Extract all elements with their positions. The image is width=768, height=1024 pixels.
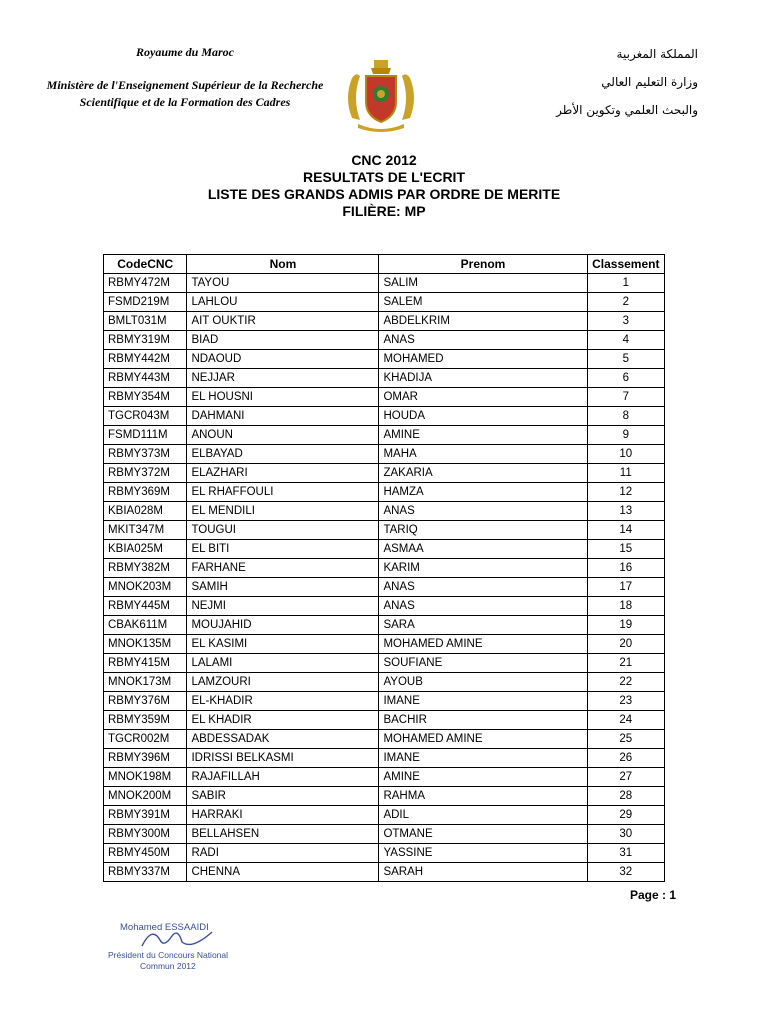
cell-nom: BIAD xyxy=(187,331,379,350)
table-row xyxy=(104,730,665,749)
table-row xyxy=(104,350,665,369)
cell-nom: ELBAYAD xyxy=(187,445,379,464)
cell-nom: BELLAHSEN xyxy=(187,825,379,844)
cell-nom: SABIR xyxy=(187,787,379,806)
table-row xyxy=(104,426,665,445)
cell-prenom: ANAS xyxy=(379,578,587,597)
signature-scribble xyxy=(142,932,212,946)
cell-classement: 12 xyxy=(587,483,664,502)
results-table-body xyxy=(104,274,665,882)
cell-prenom: IMANE xyxy=(379,749,587,768)
cell-prenom: YASSINE xyxy=(379,844,587,863)
cell-nom: EL KASIMI xyxy=(187,635,379,654)
cell-classement: 8 xyxy=(587,407,664,426)
cell-classement: 10 xyxy=(587,445,664,464)
cell-prenom: OTMANE xyxy=(379,825,587,844)
table-row xyxy=(104,521,665,540)
cell-prenom: HOUDA xyxy=(379,407,587,426)
cell-classement: 1 xyxy=(587,274,664,293)
cell-prenom: MAHA xyxy=(379,445,587,464)
table-row xyxy=(104,749,665,768)
cell-nom: LALAMI xyxy=(187,654,379,673)
cell-classement: 29 xyxy=(587,806,664,825)
cell-nom: EL KHADIR xyxy=(187,711,379,730)
cell-nom: TAYOU xyxy=(187,274,379,293)
cell-nom: HARRAKI xyxy=(187,806,379,825)
column-header-classement: Classement xyxy=(587,255,664,274)
table-row xyxy=(104,787,665,806)
table-row xyxy=(104,274,665,293)
cell-prenom: KHADIJA xyxy=(379,369,587,388)
cell-nom: CHENNA xyxy=(187,863,379,882)
cell-code: RBMY354M xyxy=(104,388,187,407)
cell-prenom: ASMAA xyxy=(379,540,587,559)
table-row xyxy=(104,825,665,844)
cell-prenom: ANAS xyxy=(379,502,587,521)
cell-nom: EL MENDILI xyxy=(187,502,379,521)
table-row xyxy=(104,692,665,711)
cell-code: RBMY359M xyxy=(104,711,187,730)
header-right-arabic xyxy=(438,40,698,124)
cell-classement: 14 xyxy=(587,521,664,540)
cell-prenom: SOUFIANE xyxy=(379,654,587,673)
table-row xyxy=(104,312,665,331)
cell-nom: EL BITI xyxy=(187,540,379,559)
cell-prenom: TARIQ xyxy=(379,521,587,540)
cell-code: KBIA028M xyxy=(104,502,187,521)
table-row xyxy=(104,654,665,673)
table-row xyxy=(104,806,665,825)
cell-nom: LAHLOU xyxy=(187,293,379,312)
signature-name: Mohamed ESSAAIDI xyxy=(120,922,209,933)
cell-nom: AIT OUKTIR xyxy=(187,312,379,331)
cell-nom: RAJAFILLAH xyxy=(187,768,379,787)
cell-classement: 6 xyxy=(587,369,664,388)
cell-classement: 16 xyxy=(587,559,664,578)
cell-classement: 32 xyxy=(587,863,664,882)
cell-classement: 22 xyxy=(587,673,664,692)
cell-prenom: MOHAMED xyxy=(379,350,587,369)
cell-code: RBMY443M xyxy=(104,369,187,388)
cell-nom: IDRISSI BELKASMI xyxy=(187,749,379,768)
cell-prenom: SALEM xyxy=(379,293,587,312)
cell-classement: 31 xyxy=(587,844,664,863)
cell-code: RBMY372M xyxy=(104,464,187,483)
cell-code: MNOK135M xyxy=(104,635,187,654)
table-row xyxy=(104,445,665,464)
cell-code: MNOK173M xyxy=(104,673,187,692)
cell-nom: SAMIH xyxy=(187,578,379,597)
cell-code: BMLT031M xyxy=(104,312,187,331)
column-header-prenom: Prenom xyxy=(379,255,587,274)
cell-prenom: MOHAMED AMINE xyxy=(379,635,587,654)
cell-code: CBAK611M xyxy=(104,616,187,635)
cell-classement: 23 xyxy=(587,692,664,711)
cell-nom: NEJMI xyxy=(187,597,379,616)
cell-code: RBMY369M xyxy=(104,483,187,502)
cell-prenom: ZAKARIA xyxy=(379,464,587,483)
cell-classement: 18 xyxy=(587,597,664,616)
cell-code: RBMY445M xyxy=(104,597,187,616)
cell-code: RBMY442M xyxy=(104,350,187,369)
cell-classement: 15 xyxy=(587,540,664,559)
cell-code: RBMY319M xyxy=(104,331,187,350)
cell-nom: DAHMANI xyxy=(187,407,379,426)
cell-classement: 9 xyxy=(587,426,664,445)
cell-prenom: MOHAMED AMINE xyxy=(379,730,587,749)
cell-classement: 4 xyxy=(587,331,664,350)
table-row xyxy=(104,559,665,578)
cell-code: RBMY373M xyxy=(104,445,187,464)
cell-classement: 17 xyxy=(587,578,664,597)
signature-title-line1: Président du Concours National xyxy=(108,950,229,960)
ministry-name-fr: Ministère de l'Enseignement Supérieur de la Recherche Scientifique et de la Formation des Cadres xyxy=(46,78,324,109)
arabic-line-kingdom: المملكة المغربية xyxy=(616,47,698,61)
cell-classement: 5 xyxy=(587,350,664,369)
cell-nom: TOUGUI xyxy=(187,521,379,540)
cell-prenom: ADIL xyxy=(379,806,587,825)
cell-classement: 28 xyxy=(587,787,664,806)
cell-nom: NEJJAR xyxy=(187,369,379,388)
table-row xyxy=(104,616,665,635)
table-row xyxy=(104,844,665,863)
table-row xyxy=(104,331,665,350)
cell-nom: FARHANE xyxy=(187,559,379,578)
cell-code: RBMY337M xyxy=(104,863,187,882)
cell-nom: NDAOUD xyxy=(187,350,379,369)
cell-code: RBMY415M xyxy=(104,654,187,673)
cell-prenom: AMINE xyxy=(379,426,587,445)
cell-classement: 26 xyxy=(587,749,664,768)
cell-code: RBMY472M xyxy=(104,274,187,293)
cell-prenom: SARA xyxy=(379,616,587,635)
table-row xyxy=(104,673,665,692)
cell-prenom: AMINE xyxy=(379,768,587,787)
cell-code: RBMY391M xyxy=(104,806,187,825)
cell-nom: ABDESSADAK xyxy=(187,730,379,749)
table-row xyxy=(104,369,665,388)
header-left-french xyxy=(40,44,330,111)
cell-code: MNOK200M xyxy=(104,787,187,806)
cell-prenom: ANAS xyxy=(379,597,587,616)
cell-classement: 30 xyxy=(587,825,664,844)
cell-classement: 7 xyxy=(587,388,664,407)
results-table xyxy=(103,254,665,882)
cell-code: RBMY300M xyxy=(104,825,187,844)
cell-code: TGCR043M xyxy=(104,407,187,426)
cell-nom: ELAZHARI xyxy=(187,464,379,483)
title-line-results: RESULTATS DE L'ECRIT xyxy=(303,169,465,185)
cell-classement: 27 xyxy=(587,768,664,787)
table-row xyxy=(104,464,665,483)
cell-nom: EL-KHADIR xyxy=(187,692,379,711)
cell-code: FSMD219M xyxy=(104,293,187,312)
cell-nom: LAMZOURI xyxy=(187,673,379,692)
title-line-filiere: FILIÈRE: MP xyxy=(342,203,426,219)
table-row xyxy=(104,293,665,312)
cell-classement: 20 xyxy=(587,635,664,654)
table-row xyxy=(104,863,665,882)
cell-code: RBMY396M xyxy=(104,749,187,768)
document-title xyxy=(0,152,768,220)
column-header-nom: Nom xyxy=(187,255,379,274)
cell-code: FSMD111M xyxy=(104,426,187,445)
table-row xyxy=(104,540,665,559)
cell-code: MNOK203M xyxy=(104,578,187,597)
table-header-row xyxy=(104,255,665,274)
cell-prenom: OMAR xyxy=(379,388,587,407)
cell-prenom: ANAS xyxy=(379,331,587,350)
cell-prenom: KARIM xyxy=(379,559,587,578)
title-line-cnc: CNC 2012 xyxy=(351,152,417,168)
table-row xyxy=(104,483,665,502)
cell-nom: MOUJAHID xyxy=(187,616,379,635)
kingdom-name-fr: Royaume du Maroc xyxy=(135,45,234,59)
table-row xyxy=(104,502,665,521)
signature-title-line2: Commun 2012 xyxy=(140,961,196,971)
cell-code: RBMY450M xyxy=(104,844,187,863)
royal-emblem-icon xyxy=(338,58,424,134)
cell-code: MNOK198M xyxy=(104,768,187,787)
cell-classement: 3 xyxy=(587,312,664,331)
table-row xyxy=(104,597,665,616)
cell-nom: RADI xyxy=(187,844,379,863)
cell-nom: EL HOUSNI xyxy=(187,388,379,407)
table-row xyxy=(104,407,665,426)
cell-classement: 25 xyxy=(587,730,664,749)
cell-prenom: SALIM xyxy=(379,274,587,293)
cell-classement: 21 xyxy=(587,654,664,673)
president-signature xyxy=(102,918,252,978)
cell-prenom: HAMZA xyxy=(379,483,587,502)
cell-code: TGCR002M xyxy=(104,730,187,749)
table-row xyxy=(104,711,665,730)
cell-code: MKIT347M xyxy=(104,521,187,540)
cell-code: RBMY376M xyxy=(104,692,187,711)
table-row xyxy=(104,768,665,787)
cell-prenom: BACHIR xyxy=(379,711,587,730)
cell-code: RBMY382M xyxy=(104,559,187,578)
cell-prenom: ABDELKRIM xyxy=(379,312,587,331)
cell-prenom: IMANE xyxy=(379,692,587,711)
cell-nom: ANOUN xyxy=(187,426,379,445)
cell-classement: 11 xyxy=(587,464,664,483)
arabic-line-research: والبحث العلمي وتكوين الأطر xyxy=(556,103,698,117)
arabic-line-ministry: وزارة التعليم العالي xyxy=(601,75,698,89)
cell-code: KBIA025M xyxy=(104,540,187,559)
cell-classement: 13 xyxy=(587,502,664,521)
title-line-list: LISTE DES GRANDS ADMIS PAR ORDRE DE MERITE xyxy=(207,186,561,202)
cell-prenom: SARAH xyxy=(379,863,587,882)
table-row xyxy=(104,578,665,597)
cell-prenom: AYOUB xyxy=(379,673,587,692)
table-row xyxy=(104,388,665,407)
column-header-code: CodeCNC xyxy=(104,255,187,274)
cell-nom: EL RHAFFOULI xyxy=(187,483,379,502)
cell-prenom: RAHMA xyxy=(379,787,587,806)
cell-classement: 2 xyxy=(587,293,664,312)
table-row xyxy=(104,635,665,654)
page-number: Page : 1 xyxy=(629,888,676,902)
cell-classement: 19 xyxy=(587,616,664,635)
cell-classement: 24 xyxy=(587,711,664,730)
